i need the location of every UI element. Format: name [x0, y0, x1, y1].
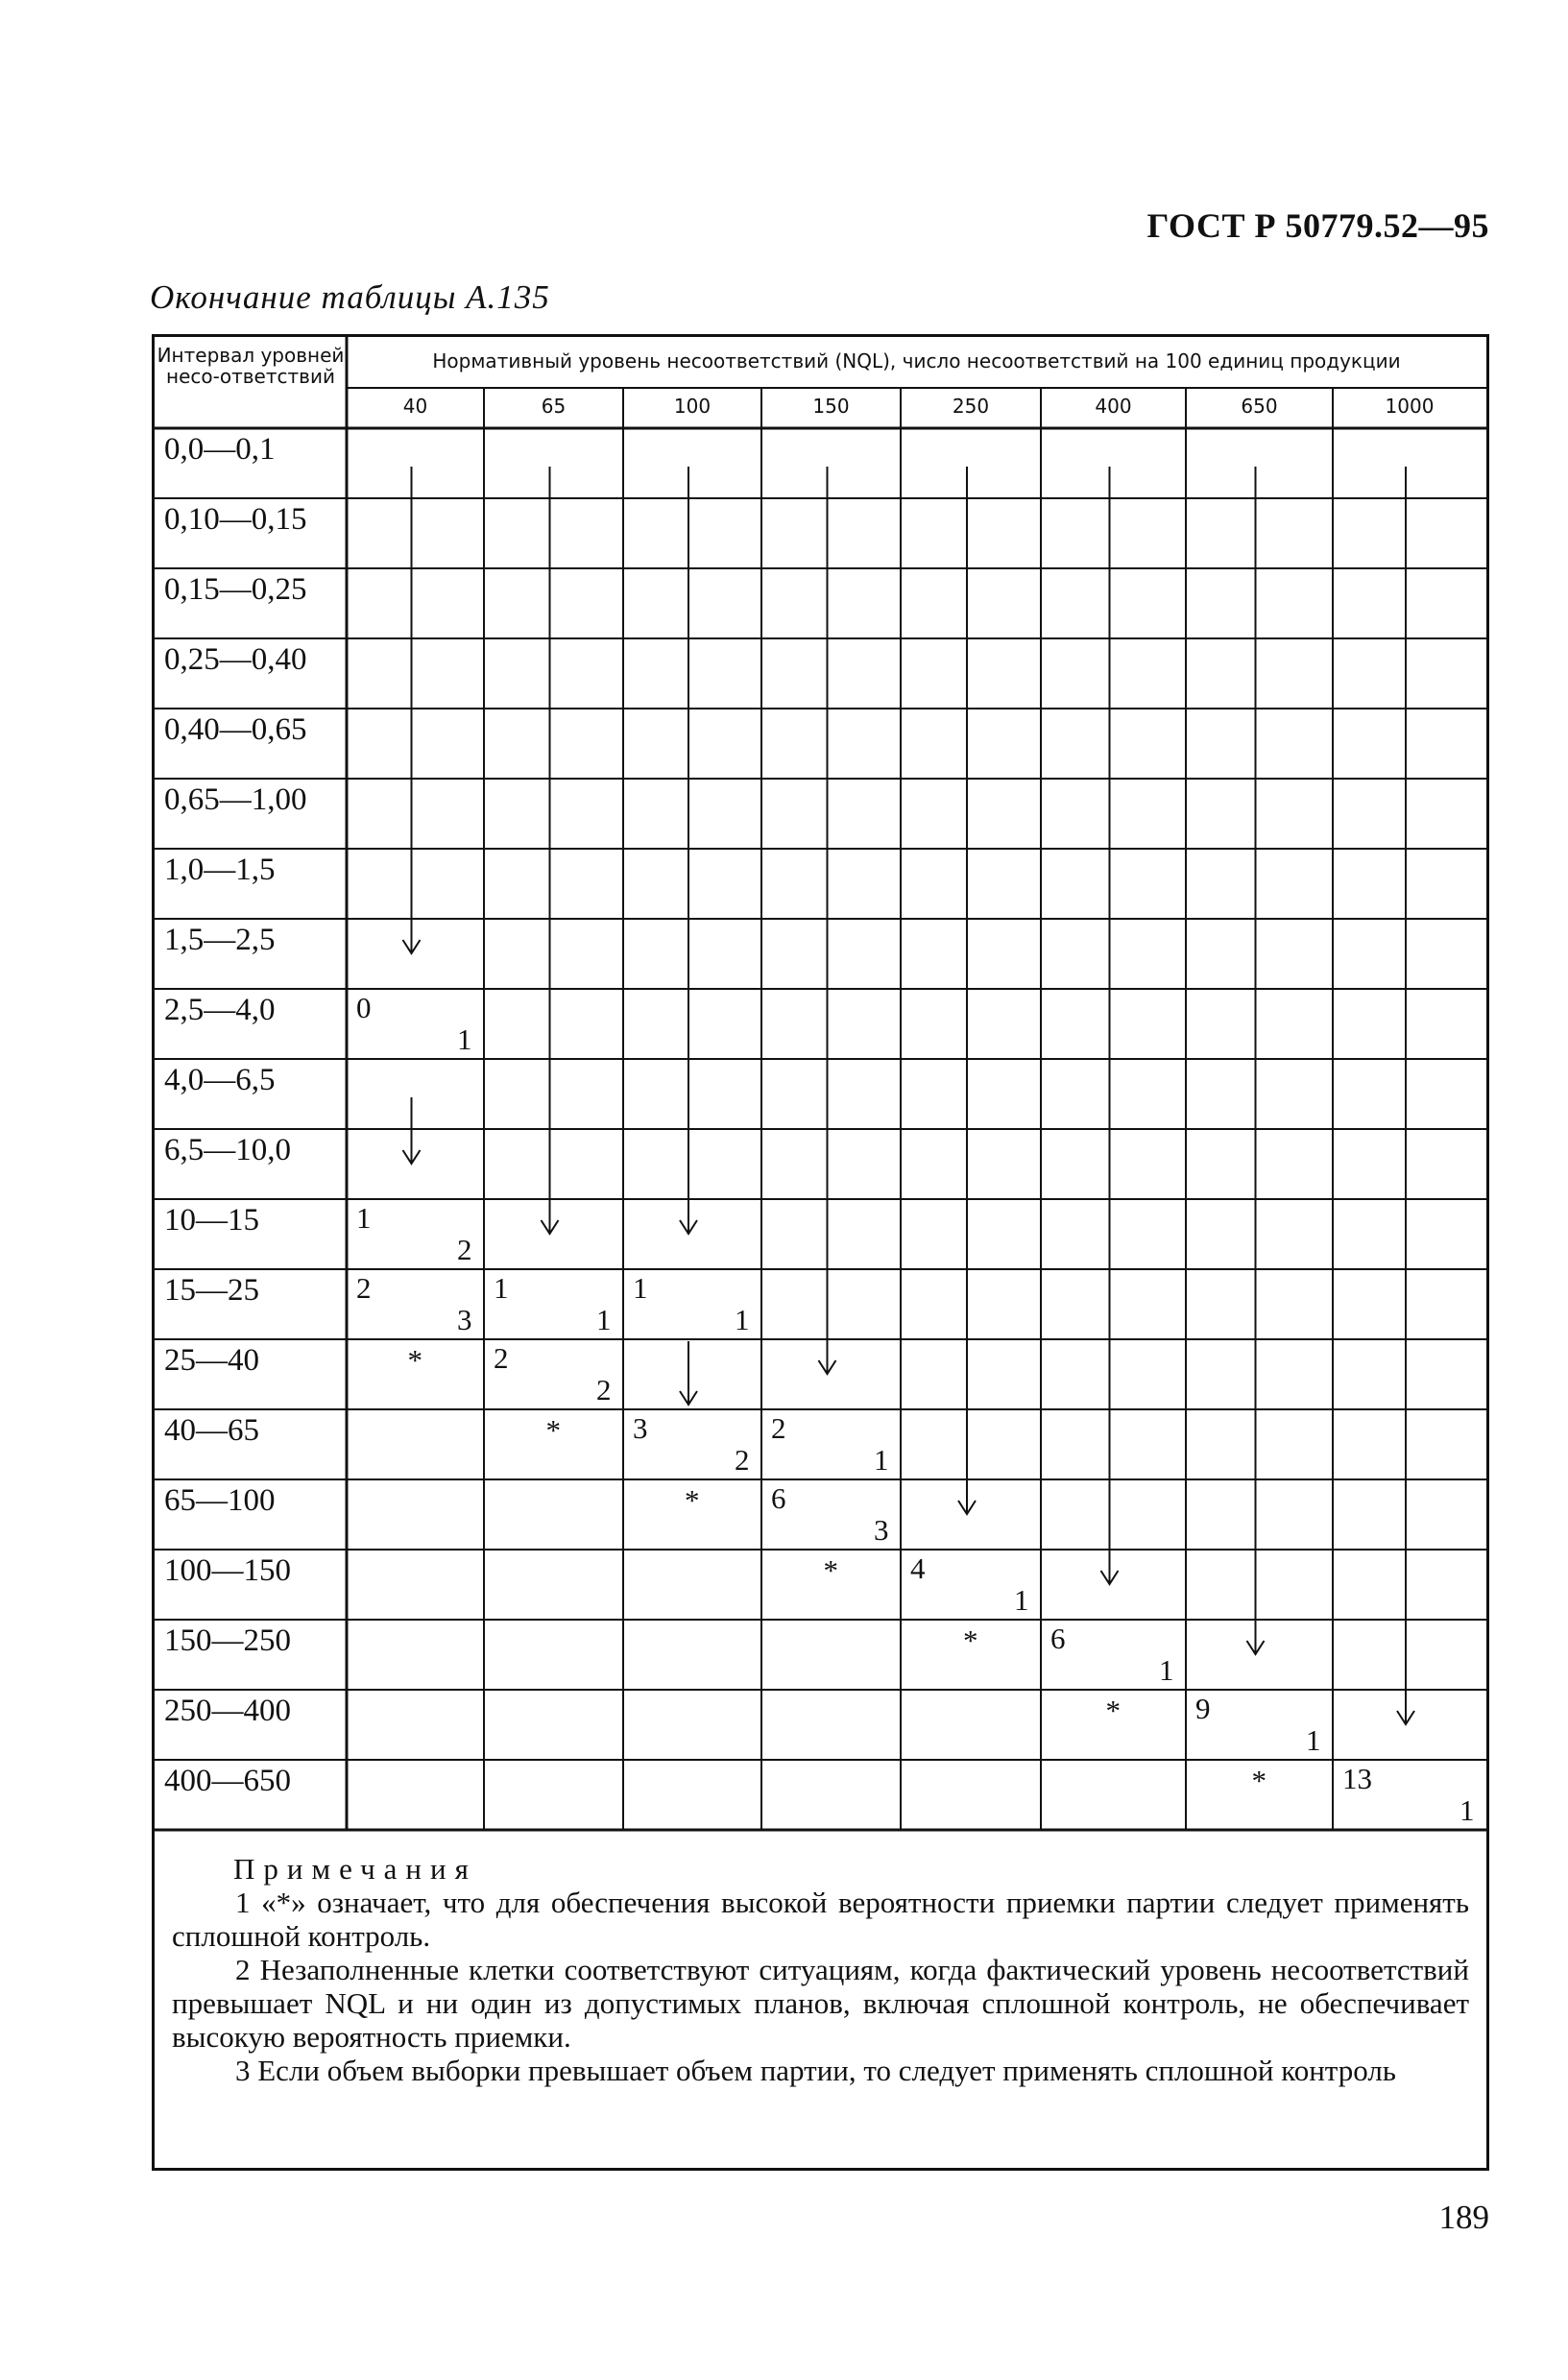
- row-label: 6,5—10,0: [164, 1133, 291, 1167]
- cell-acceptance-number: 1: [457, 1022, 472, 1056]
- cell-sample-size: 2: [771, 1411, 786, 1445]
- column-header: 400: [1095, 395, 1132, 418]
- cell-sample-size: 3: [633, 1411, 648, 1445]
- row-label: 0,0—0,1: [164, 432, 276, 467]
- column-header: 1000: [1385, 395, 1435, 418]
- row-label: 0,10—0,15: [164, 502, 307, 537]
- row-label: 0,40—0,65: [164, 712, 307, 747]
- row-label: 1,5—2,5: [164, 923, 276, 957]
- row-label: 0,65—1,00: [164, 782, 307, 817]
- cell-sample-size: 1: [633, 1271, 648, 1305]
- cell-acceptance-number: 1: [596, 1303, 612, 1336]
- down-arrow-icon: [542, 467, 559, 1234]
- down-arrow-icon: [958, 467, 976, 1514]
- page-number: 189: [1438, 2199, 1489, 2236]
- standard-number: ГОСТ Р 50779.52—95: [1146, 206, 1489, 245]
- cell-acceptance-number: 1: [1014, 1583, 1029, 1617]
- full-inspection-star: *: [963, 1623, 978, 1657]
- group-header-text: Нормативный уровень несоответствий (NQL), число несоответствий на 100 единиц продукции: [432, 349, 1401, 373]
- full-inspection-star: *: [545, 1413, 561, 1447]
- cell-acceptance-number: 3: [874, 1513, 889, 1547]
- cell-sample-size: 4: [910, 1551, 926, 1585]
- cell-acceptance-number: 2: [457, 1233, 472, 1266]
- column-header: 65: [541, 395, 567, 418]
- cell-acceptance-number: 3: [457, 1303, 472, 1336]
- row-label: 2,5—4,0: [164, 993, 276, 1027]
- column-header: 650: [1241, 395, 1278, 418]
- row-label: 100—150: [164, 1553, 291, 1588]
- column-header: 250: [952, 395, 990, 418]
- corner-header-text: Интервал уровней несо-ответствий: [157, 344, 345, 388]
- down-arrow-icon: [680, 1341, 697, 1405]
- column-header: 100: [673, 395, 712, 418]
- row-label: 15—25: [164, 1273, 259, 1308]
- notes-block: [155, 1852, 1486, 2087]
- notes-title: Примечания: [233, 1852, 477, 1886]
- cell-acceptance-number: 1: [874, 1443, 889, 1477]
- cell-acceptance-number: 1: [735, 1303, 750, 1336]
- row-label: 40—65: [164, 1413, 259, 1448]
- full-inspection-star: *: [685, 1483, 700, 1517]
- row-label: 0,15—0,25: [164, 572, 307, 607]
- column-header: 40: [402, 395, 428, 418]
- column-header: 150: [812, 395, 850, 418]
- cell-sample-size: 9: [1195, 1692, 1211, 1725]
- row-label: 10—15: [164, 1203, 259, 1238]
- cell-sample-size: 6: [771, 1481, 786, 1515]
- down-arrow-icon: [1397, 467, 1414, 1724]
- down-arrow-icon: [1101, 467, 1119, 1584]
- cell-sample-size: 13: [1342, 1762, 1372, 1795]
- cell-sample-size: 6: [1050, 1622, 1066, 1655]
- note-1: 1 «*» означает, что для обеспечения высокой вероятности приемки партии следует применять сплошной контроль.: [172, 1886, 1469, 1953]
- row-label: 1,0—1,5: [164, 853, 276, 887]
- group-header: [347, 350, 1486, 372]
- row-label: 400—650: [164, 1764, 291, 1798]
- cell-sample-size: 2: [356, 1271, 372, 1305]
- row-label: 4,0—6,5: [164, 1063, 276, 1097]
- down-arrow-icon: [1247, 467, 1265, 1654]
- cell-acceptance-number: 1: [1459, 1793, 1475, 1827]
- cell-acceptance-number: 1: [1306, 1723, 1321, 1757]
- full-inspection-star: *: [407, 1343, 422, 1377]
- down-arrow-icon: [403, 1097, 421, 1164]
- row-label: 150—250: [164, 1623, 291, 1658]
- note-2: 2 Незаполненные клетки соответствуют ситуациям, когда фактический уровень несоответствий превышает NQL и ни один из допустимых планов, включая сплошной контроль, не обеспечивает высокую вероятность приемки.: [172, 1953, 1469, 2054]
- row-label: 250—400: [164, 1694, 291, 1728]
- cell-acceptance-number: 1: [1159, 1653, 1174, 1687]
- full-inspection-star: *: [1105, 1694, 1121, 1727]
- cell-sample-size: 0: [356, 991, 372, 1024]
- row-label: 25—40: [164, 1343, 259, 1378]
- cell-sample-size: 2: [494, 1341, 509, 1375]
- corner-header: [155, 345, 347, 387]
- down-arrow-icon: [680, 467, 697, 1234]
- cell-acceptance-number: 2: [596, 1373, 612, 1406]
- note-3: 3 Если объем выборки превышает объем партии, то следует применять сплошной контроль: [235, 2054, 1396, 2087]
- down-arrow-icon: [819, 467, 836, 1374]
- full-inspection-star: *: [823, 1553, 838, 1587]
- cell-sample-size: 1: [356, 1201, 372, 1235]
- row-label: 65—100: [164, 1483, 276, 1518]
- cell-acceptance-number: 2: [735, 1443, 750, 1477]
- table-caption: Окончание таблицы А.135: [150, 278, 550, 316]
- cell-sample-size: 1: [494, 1271, 509, 1305]
- full-inspection-star: *: [1251, 1764, 1266, 1797]
- row-label: 0,25—0,40: [164, 642, 307, 677]
- table-frame: [152, 334, 1489, 2171]
- down-arrow-icon: [403, 467, 421, 953]
